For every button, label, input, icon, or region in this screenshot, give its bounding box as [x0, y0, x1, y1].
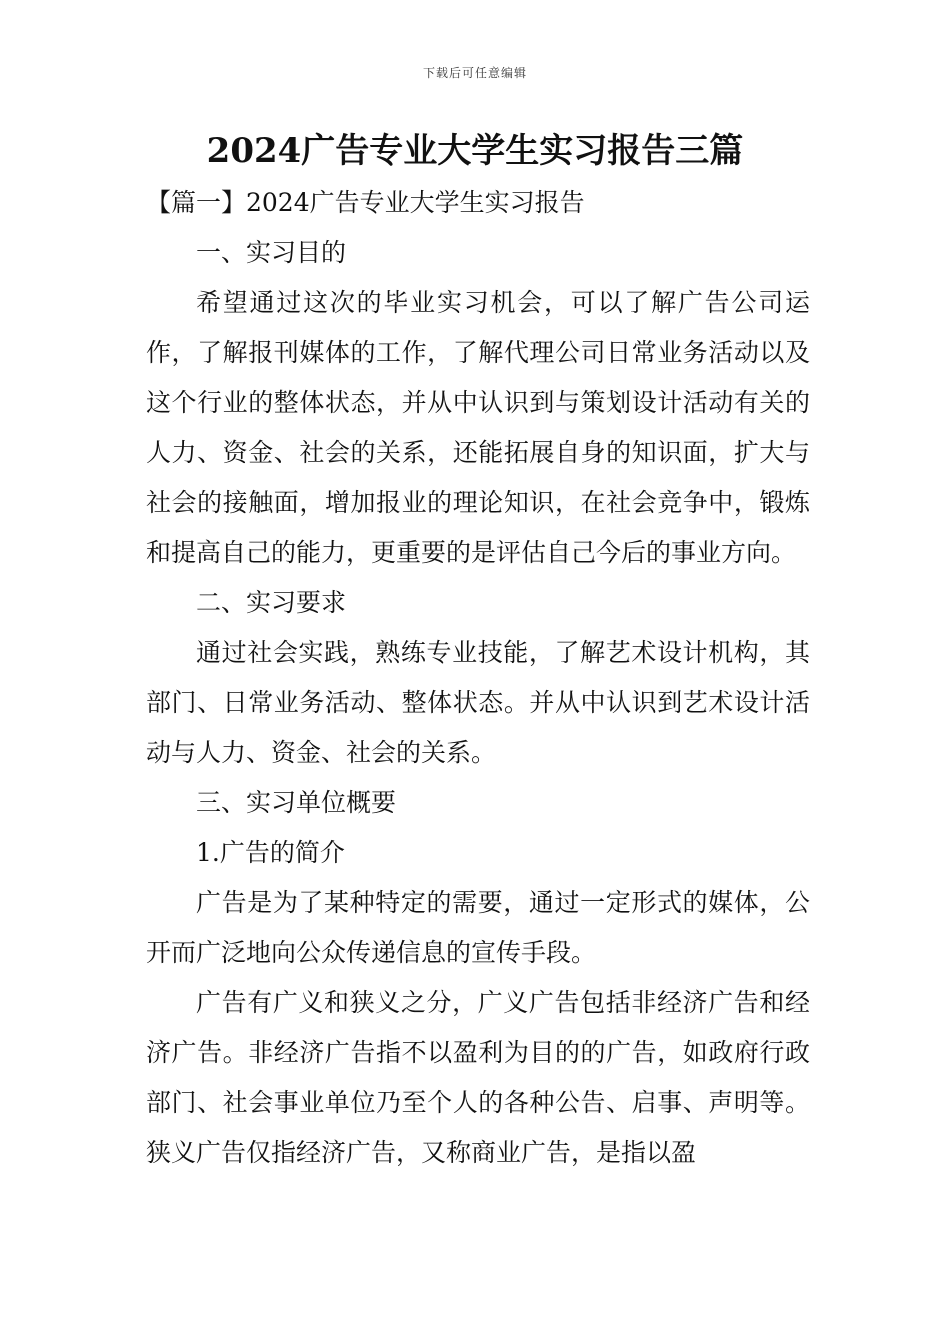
subheading-ad-intro: 1.广告的简介 — [196, 838, 345, 867]
paragraph-requirements: 通过社会实践，熟练专业技能，了解艺术设计机构，其部门、日常业务活动、整体状态。并从中认识到艺术设计活动与人力、资金、社会的关系。 — [146, 638, 810, 767]
heading-internship-purpose: 一、实习目的 — [196, 238, 347, 267]
heading-unit-overview: 三、实习单位概要 — [196, 788, 397, 817]
paragraph-ad-types: 广告有广义和狭义之分，广义广告包括非经济广告和经济广告。非经济广告指不以盈利为目的的广告，如政府行政部门、社会事业单位乃至个人的各种公告、启事、声明等。狭义广告仅指经济广告，又称商业广告，是指以盈 — [146, 988, 810, 1167]
paragraph-ad-definition: 广告是为了某种特定的需要，通过一定形式的媒体，公开而广泛地向公众传递信息的宣传手段。 — [146, 888, 810, 967]
paragraph-purpose: 希望通过这次的毕业实习机会，可以了解广告公司运作，了解报刊媒体的工作，了解代理公司日常业务活动以及这个行业的整体状态，并从中认识到与策划设计活动有关的人力、资金、社会的关系，还能拓展自身的知识面，扩大与社会的接触面，增加报业的理论知识，在社会竞争中，锻炼和提高自己的能力，更重要的是评估自己今后的事业方向。 — [146, 288, 810, 567]
header-note: 下载后可任意编辑 — [422, 66, 527, 80]
heading-internship-requirements: 二、实习要求 — [196, 588, 347, 617]
section-title: 【篇一】2024广告专业大学生实习报告 — [146, 188, 585, 217]
document-title: 2024广告专业大学生实习报告三篇 — [206, 131, 744, 171]
document-body — [146, 178, 810, 1178]
